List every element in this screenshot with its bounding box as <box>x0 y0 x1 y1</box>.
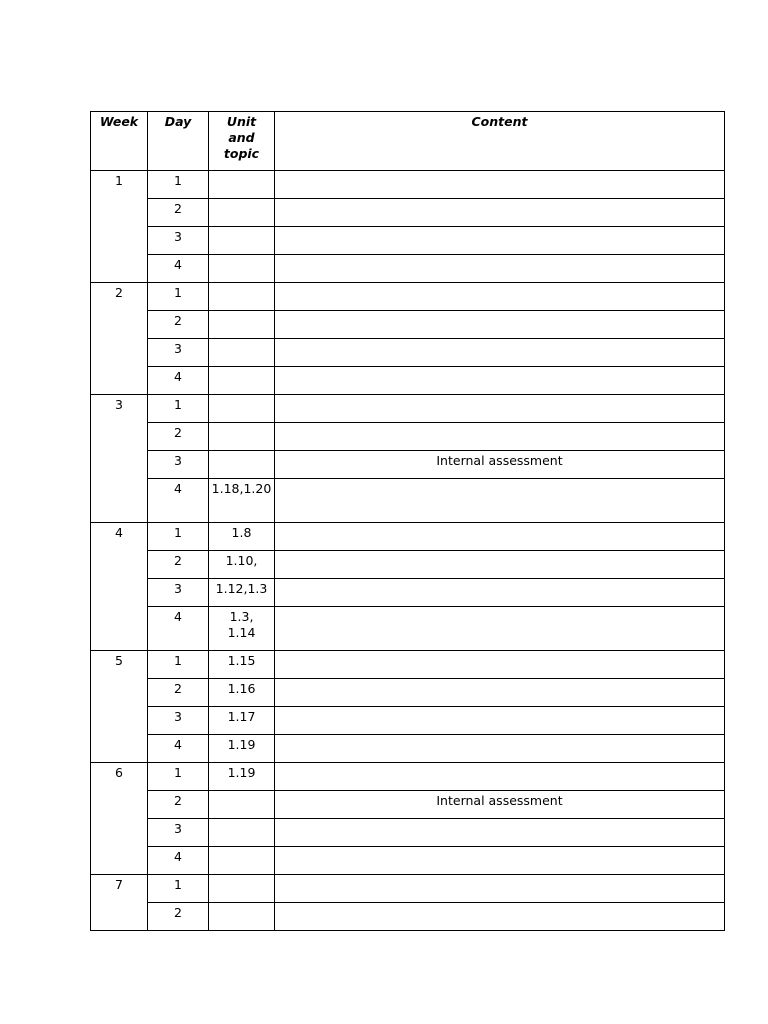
day-cell: 1 <box>148 171 209 199</box>
table-row <box>91 283 725 311</box>
table-row <box>91 479 725 523</box>
content-cell <box>275 847 725 875</box>
table-row <box>91 551 725 579</box>
table-row <box>91 847 725 875</box>
unit-topic-cell <box>209 423 275 451</box>
week-cell: 2 <box>91 283 148 395</box>
table-row <box>91 199 725 227</box>
day-cell: 2 <box>148 423 209 451</box>
unit-topic-cell <box>209 903 275 931</box>
header-row <box>91 112 725 171</box>
unit-topic-cell <box>209 283 275 311</box>
week-cell: 4 <box>91 523 148 651</box>
content-cell <box>275 227 725 255</box>
day-cell: 2 <box>148 551 209 579</box>
table-row <box>91 791 725 819</box>
unit-topic-cell: 1.3, 1.14 <box>209 607 275 651</box>
content-cell: Internal assessment <box>275 791 725 819</box>
table-row <box>91 395 725 423</box>
day-cell: 3 <box>148 227 209 255</box>
unit-topic-cell <box>209 171 275 199</box>
day-cell: 4 <box>148 479 209 523</box>
table-row <box>91 875 725 903</box>
table-row <box>91 171 725 199</box>
day-cell: 2 <box>148 903 209 931</box>
day-cell: 1 <box>148 283 209 311</box>
unit-topic-cell <box>209 395 275 423</box>
content-cell <box>275 367 725 395</box>
table-row <box>91 423 725 451</box>
content-cell <box>275 607 725 651</box>
week-cell: 3 <box>91 395 148 523</box>
day-cell: 3 <box>148 579 209 607</box>
unit-topic-cell: 1.18,1.20 <box>209 479 275 523</box>
content-cell <box>275 819 725 847</box>
table-row <box>91 903 725 931</box>
table-row <box>91 579 725 607</box>
table-row <box>91 651 725 679</box>
content-cell <box>275 651 725 679</box>
content-cell <box>275 423 725 451</box>
day-cell: 4 <box>148 607 209 651</box>
unit-topic-cell: 1.10, <box>209 551 275 579</box>
content-cell <box>275 283 725 311</box>
unit-topic-cell <box>209 847 275 875</box>
table-row <box>91 451 725 479</box>
unit-topic-cell: 1.8 <box>209 523 275 551</box>
table-row <box>91 339 725 367</box>
day-cell: 2 <box>148 679 209 707</box>
week-cell: 1 <box>91 171 148 283</box>
content-cell <box>275 551 725 579</box>
day-cell: 1 <box>148 395 209 423</box>
unit-topic-cell <box>209 311 275 339</box>
content-cell <box>275 763 725 791</box>
header-content: Content <box>275 112 725 171</box>
table-header <box>91 112 725 171</box>
table-row <box>91 707 725 735</box>
content-cell <box>275 479 725 523</box>
day-cell: 4 <box>148 735 209 763</box>
table-row <box>91 523 725 551</box>
content-cell <box>275 679 725 707</box>
day-cell: 4 <box>148 255 209 283</box>
table-row <box>91 679 725 707</box>
header-day: Day <box>148 112 209 171</box>
table-row <box>91 819 725 847</box>
table-row <box>91 255 725 283</box>
unit-topic-cell <box>209 339 275 367</box>
content-cell <box>275 875 725 903</box>
content-cell <box>275 171 725 199</box>
content-cell <box>275 395 725 423</box>
content-cell <box>275 339 725 367</box>
unit-topic-cell <box>209 199 275 227</box>
content-cell <box>275 199 725 227</box>
unit-topic-cell: 1.16 <box>209 679 275 707</box>
unit-topic-cell <box>209 255 275 283</box>
day-cell: 1 <box>148 523 209 551</box>
week-cell: 5 <box>91 651 148 763</box>
day-cell: 2 <box>148 311 209 339</box>
unit-topic-cell <box>209 875 275 903</box>
unit-topic-cell: 1.17 <box>209 707 275 735</box>
header-unit-topic: Unit and topic <box>209 112 275 171</box>
unit-topic-cell: 1.12,1.3 <box>209 579 275 607</box>
table-body <box>91 171 725 931</box>
content-cell <box>275 707 725 735</box>
table-row <box>91 763 725 791</box>
unit-topic-cell <box>209 451 275 479</box>
day-cell: 3 <box>148 707 209 735</box>
day-cell: 3 <box>148 339 209 367</box>
day-cell: 4 <box>148 367 209 395</box>
day-cell: 3 <box>148 451 209 479</box>
unit-topic-cell <box>209 367 275 395</box>
day-cell: 3 <box>148 819 209 847</box>
unit-topic-cell: 1.19 <box>209 763 275 791</box>
week-cell: 6 <box>91 763 148 875</box>
table-row <box>91 311 725 339</box>
day-cell: 2 <box>148 791 209 819</box>
header-week: Week <box>91 112 148 171</box>
table-row <box>91 735 725 763</box>
day-cell: 1 <box>148 875 209 903</box>
day-cell: 1 <box>148 651 209 679</box>
content-cell <box>275 523 725 551</box>
unit-topic-cell <box>209 227 275 255</box>
table-row <box>91 607 725 651</box>
content-cell: Internal assessment <box>275 451 725 479</box>
content-cell <box>275 255 725 283</box>
unit-topic-cell: 1.19 <box>209 735 275 763</box>
table-row <box>91 367 725 395</box>
content-cell <box>275 579 725 607</box>
unit-topic-cell <box>209 819 275 847</box>
table-row <box>91 227 725 255</box>
day-cell: 1 <box>148 763 209 791</box>
content-cell <box>275 735 725 763</box>
day-cell: 4 <box>148 847 209 875</box>
week-cell: 7 <box>91 875 148 931</box>
content-cell <box>275 903 725 931</box>
schedule-table <box>90 111 725 931</box>
unit-topic-cell: 1.15 <box>209 651 275 679</box>
day-cell: 2 <box>148 199 209 227</box>
unit-topic-cell <box>209 791 275 819</box>
content-cell <box>275 311 725 339</box>
